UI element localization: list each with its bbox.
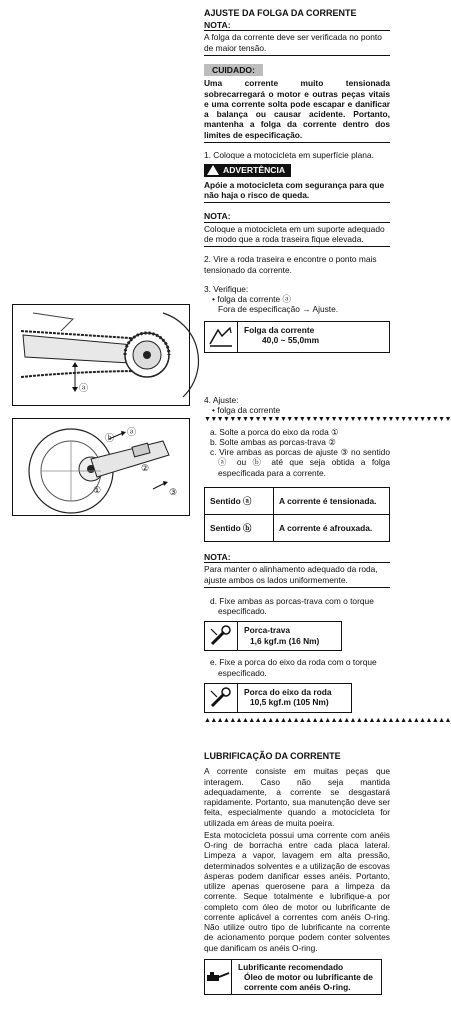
step-1: 1. Coloque a motocicleta em superfície plana. [204, 149, 374, 160]
sub-step-c: c. Vire ambas as porcas de ajuste ③ no sentido ⓐ ou ⓑ até que seja obtida a folga especificada para a corrente. [210, 447, 390, 478]
arrow-row-down: ▼▼▼▼▼▼▼▼▼▼▼▼▼▼▼▼▼▼▼▼▼▼▼▼▼▼▼▼▼▼▼▼▼▼▼▼▼▼▼ [204, 416, 451, 424]
nota-label: NOTA: [204, 20, 390, 31]
lubrication-paragraph-2: Esta motocicleta possui uma corrente com anéis O-ring de borracha entre cada placa lateral. Limpeza a vapor, lavagem em alta pressão, determinados solventes e a utilização de escovas ásperas podem danificar esses anéis. Portanto, utilize apenas querosene para a limpeza da corrente. Seque totalmente e lubrifique-a por completo com óleo de motor ou lubrificante de corrente aplicável a correntes com anéis O-ring. Não utilize outro tipo de lubrificante na corrente de acionamento porque podem conter solventes que danificam os anéis O-ring. [204, 829, 390, 953]
divider [204, 587, 390, 588]
table-row [205, 487, 390, 514]
section-title-lubrication: LUBRIFICAÇÃO DA CORRENTE [204, 751, 341, 762]
sub-step-a: a. Solte a porca do eixo da roda ① [210, 426, 339, 437]
cuidado-text: Uma corrente muito tensionada sobrecarregará o motor e outras peças vitais e uma corrente solta pode escapar e danificar a balança ou causar acidente. Portanto, mantenha a folga da corrente dentro dos limites de especificação. [204, 78, 390, 140]
section-title-chain-slack: AJUSTE DA FOLGA DA CORRENTE [204, 8, 357, 18]
main-column [204, 8, 451, 995]
fig2-callout-2: ② [141, 463, 150, 473]
step-4-title: 4. Ajuste: [204, 394, 239, 405]
step-3-sub: Fora de especificação → Ajuste. [218, 304, 339, 315]
nota-text: Para manter o alinhamento adequado da roda, ajuste ambos os lados uniformemente. [204, 564, 378, 585]
torque-label: Porca-trava [244, 625, 291, 636]
nota-label: NOTA: [204, 552, 390, 563]
cuidado-label: CUIDADO: [204, 64, 263, 76]
fig2-callout-a: ⓐ [127, 427, 137, 437]
step-2: 2. Vire a roda traseira e encontre o ponto mais tensionado da corrente. [204, 254, 377, 275]
step-3-item: • folga da corrente ⓐ [212, 294, 291, 305]
table-row [205, 514, 390, 541]
torque-value: 10,5 kgf.m (105 Nm) [250, 697, 329, 708]
spec-label: Folga da corrente [244, 324, 315, 335]
torque-label: Porca do eixo da roda [244, 686, 332, 697]
warning-icon [207, 165, 219, 175]
fig2-callout-3: ③ [169, 487, 178, 497]
spec-value: 40,0 ~ 55,0mm [262, 334, 320, 345]
wrench-icon [205, 622, 238, 650]
divider [204, 202, 390, 203]
lubricant-spec [204, 959, 382, 995]
lubrication-paragraph-1: A corrente consiste em muitas peças que interagem. Caso não seja mantida adequadamente, a corrente se desgastará rapidamente. Portanto, sua manutenção deve ser feita, especialmente quando a motocicleta for utilizada em áreas de muita poeira. [204, 766, 390, 828]
torque-spec-axle-nut [204, 683, 352, 713]
divider [204, 55, 390, 56]
chain-adjuster-figure [12, 418, 190, 516]
step-4-item: • folga da corrente [212, 404, 281, 415]
divider [204, 142, 390, 143]
chain-slack-figure [12, 304, 190, 406]
table-cell: A corrente é tensionada. [274, 487, 390, 514]
table-cell: A corrente é afrouxada. [274, 514, 390, 541]
sub-step-d: d. Fixe ambas as porcas-trava com o torque especificado. [210, 595, 374, 617]
lubricant-value: Óleo de motor ou lubrificante de corrente com anéis O-ring. [244, 972, 373, 993]
measure-icon [205, 322, 238, 352]
advertencia-text: Apóie a motocicleta com segurança para que não haja o risco de queda. [204, 179, 385, 201]
oil-can-icon [205, 960, 232, 994]
direction-table [204, 487, 390, 542]
table-cell: Sentido ⓐ [205, 487, 274, 514]
spec-chain-slack [204, 321, 390, 353]
nota-text: A folga da corrente deve ser verificada no ponto de maior tensão. [204, 32, 382, 53]
wrench-icon [205, 684, 238, 712]
chain-adjuster-illustration [13, 419, 189, 515]
table-cell: Sentido ⓑ [205, 514, 274, 541]
fig2-callout-1: ① [93, 485, 102, 495]
nota-text: Coloque a motocicleta em um suporte adequado de modo que a roda traseira fique elevada. [204, 223, 385, 245]
divider [204, 246, 390, 247]
sub-step-b: b. Solte ambas as porcas-trava ② [210, 436, 336, 447]
torque-spec-locknut [204, 621, 342, 651]
arrow-row-up: ▲▲▲▲▲▲▲▲▲▲▲▲▲▲▲▲▲▲▲▲▲▲▲▲▲▲▲▲▲▲▲▲▲▲▲▲▲▲▲ [204, 716, 451, 724]
step-3-title: 3. Verifique: [204, 283, 249, 294]
sub-step-e: e. Fixe a porca do eixo da roda com o torque especificado. [210, 657, 377, 678]
torque-value: 1,6 kgf.m (16 Nm) [250, 635, 320, 646]
fig1-callout-a: ⓐ [79, 383, 89, 393]
nota-label: NOTA: [204, 211, 390, 222]
advertencia-label: ADVERTÊNCIA [204, 164, 291, 176]
fig2-callout-b: ⓑ [105, 433, 115, 443]
lubricant-label: Lubrificante recomendado [238, 961, 344, 972]
chain-slack-illustration [13, 305, 189, 405]
